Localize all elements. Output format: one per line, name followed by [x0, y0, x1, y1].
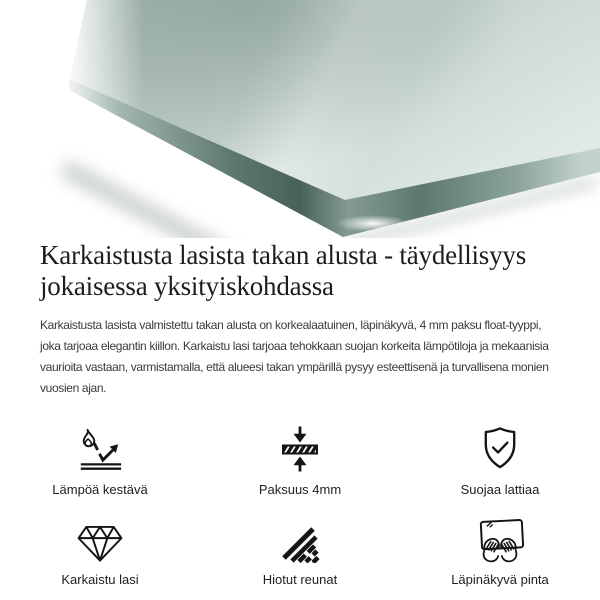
- feature-label: Paksuus 4mm: [258, 482, 342, 497]
- thickness-4mm-icon: [278, 425, 322, 473]
- product-description: Karkaistusta lasista valmistettu takan alusta on korkealaatuinen, läpinäkyvä, 4 mm paksu float-tyyppi, joka tarjoaa elegantin kiillon. Karkaistu lasi tarjoaa tehokkaan suojan korkeita lämpötiloja ja mekaanisia vaurioita vastaan, varmistamalla, että alueesi takan ympärillä pysyy esteettisenä ja turvallisena monien vuosien ajan.: [40, 318, 549, 395]
- product-description-section: [0, 240, 600, 399]
- heat-resistant-icon: [72, 425, 128, 473]
- diamond-icon: [76, 515, 124, 563]
- feature-label: Suojaa lattiaa: [460, 482, 540, 497]
- feature-grid: [0, 425, 600, 587]
- product-photo-tempered-glass: [0, 0, 600, 238]
- feature-heat-resistant: [0, 425, 200, 497]
- feature-label: Hiotut reunat: [262, 572, 338, 587]
- feature-floor-protection: [400, 425, 600, 497]
- page-title: Karkaistusta lasista takan alusta - täydellisyys jokaisessa yksityiskohdassa: [40, 240, 527, 301]
- feature-thickness-4mm: [200, 425, 400, 497]
- feature-transparent-surface: [400, 515, 600, 587]
- feature-label: Karkaistu lasi: [61, 572, 139, 587]
- feature-label: Lämpöä kestävä: [52, 482, 148, 497]
- polished-edges-icon: [280, 515, 320, 563]
- feature-polished-edges: [200, 515, 400, 587]
- transparent-surface-icon: [471, 515, 529, 563]
- shield-check-icon: [480, 425, 520, 473]
- feature-tempered-glass: [0, 515, 200, 587]
- feature-label: Läpinäkyvä pinta: [451, 572, 549, 587]
